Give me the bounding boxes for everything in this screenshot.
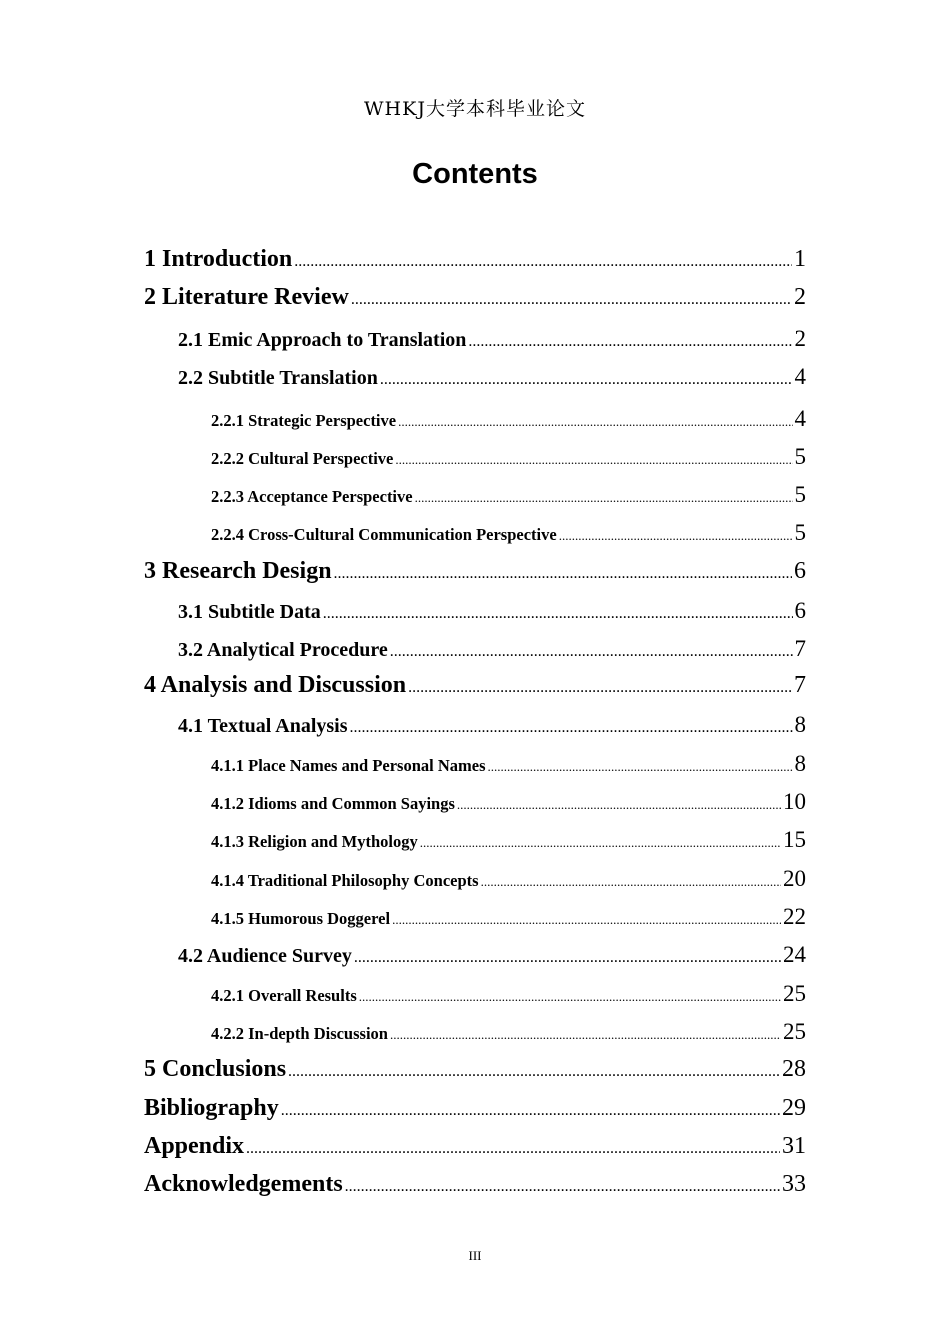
dot-leader [559,528,793,544]
dot-leader [380,371,793,389]
toc-entry-label: Acknowledgements [144,1171,343,1197]
toc-page-number: 20 [783,866,806,891]
toc-entry-label: 3 Research Design [144,558,332,584]
toc-page-number: 25 [783,1019,806,1044]
toc-entry-analytical-procedure[interactable] [144,636,806,662]
toc-entry-analysis-discussion[interactable] [144,672,806,699]
toc-entry-subtitle-translation[interactable] [144,364,806,390]
dot-leader [359,989,781,1005]
toc-entry-humorous-doggerel[interactable] [144,904,806,930]
toc-entry-in-depth-discussion[interactable] [144,1019,806,1045]
dot-leader [354,949,781,967]
toc-page-number: 4 [794,406,806,431]
toc-page-number: 5 [794,520,806,545]
toc-entry-overall-results[interactable] [144,981,806,1007]
toc-page-number: 28 [782,1056,806,1082]
toc-page-number: 7 [794,672,806,698]
dot-leader [281,1102,780,1120]
toc-page-number: 2 [794,284,806,310]
toc-entry-label: Bibliography [144,1095,279,1121]
toc-entry-label: 3.2 Analytical Procedure [178,639,388,661]
toc-entry-label: 4.2 Audience Survey [178,945,352,967]
toc-page-number: 29 [782,1095,806,1121]
dot-leader [350,719,793,737]
toc-page-number: 2 [794,326,806,351]
toc-entry-cross-cultural-perspective[interactable] [144,520,806,546]
dot-leader [323,605,793,623]
toc-entry-religion-mythology[interactable] [144,827,806,853]
toc-entry-label: 1 Introduction [144,246,293,272]
toc-entry-place-names[interactable] [144,751,806,777]
toc-entry-label: 2.2.1 Strategic Perspective [211,411,397,430]
toc-entry-label: 2 Literature Review [144,284,349,310]
toc-entry-label: 4.1.3 Religion and Mythology [211,832,418,851]
toc-entry-strategic-perspective[interactable] [144,406,806,432]
dot-leader [415,490,793,506]
dot-leader [390,1027,781,1043]
dot-leader [395,452,792,468]
toc-entry-literature-review[interactable] [144,284,806,311]
dot-leader [390,643,793,661]
toc-entry-label: 4.1.1 Place Names and Personal Names [211,756,486,775]
toc-entry-conclusions[interactable] [144,1056,806,1083]
toc-entry-philosophy-concepts[interactable] [144,866,806,892]
dot-leader [246,1140,780,1158]
toc-entry-label: 4 Analysis and Discussion [144,672,407,698]
toc-entry-bibliography[interactable] [144,1095,806,1122]
toc-entry-idioms[interactable] [144,789,806,815]
toc-entry-label: 4.1 Textual Analysis [178,715,348,737]
toc-page-number: 4 [794,364,806,389]
toc-entry-label: 4.1.2 Idioms and Common Sayings [211,794,455,813]
toc-page-number: 10 [783,789,806,814]
toc-entry-cultural-perspective[interactable] [144,444,806,470]
toc-entry-research-design[interactable] [144,558,806,585]
dot-leader [392,912,781,928]
toc-page-number: 31 [782,1133,806,1159]
dot-leader [457,797,781,813]
toc-entry-acknowledgements[interactable] [144,1171,806,1198]
dot-leader [468,333,792,351]
toc-entry-label: 5 Conclusions [144,1056,287,1082]
toc-entry-emic-approach[interactable] [144,326,806,352]
toc-page-number: 5 [794,482,806,507]
dot-leader [351,291,792,309]
toc-page-number: 8 [794,751,806,776]
dot-leader [345,1178,780,1196]
page-title: Contents [412,158,538,190]
toc-page-number: 33 [782,1171,806,1197]
toc-entry-label: 4.1.4 Traditional Philosophy Concepts [211,871,479,890]
toc-page-number: 7 [794,636,806,661]
toc-entry-appendix[interactable] [144,1133,806,1160]
page-number-footer: III [468,1248,482,1263]
toc-page-number: 15 [783,827,806,852]
toc-entry-label: 2.2.2 Cultural Perspective [211,449,394,468]
toc-page-number: 1 [794,246,806,272]
dot-leader [481,874,781,890]
toc-page-number: 22 [783,904,806,929]
toc-page-number: 6 [794,558,806,584]
dot-leader [398,414,792,430]
toc-entry-label: 2.2 Subtitle Translation [178,367,378,389]
toc-entry-label: 4.1.5 Humorous Doggerel [211,909,391,928]
toc-page-number: 6 [794,598,806,623]
toc-page-number: 25 [783,981,806,1006]
toc-entry-introduction[interactable] [144,246,806,273]
toc-entry-audience-survey[interactable] [144,942,806,968]
dot-leader [288,1063,780,1081]
toc-entry-label: Appendix [144,1133,245,1159]
toc-entry-subtitle-data[interactable] [144,598,806,624]
dot-leader [420,835,781,851]
toc-entry-label: 2.1 Emic Approach to Translation [178,329,467,351]
toc-entry-label: 3.1 Subtitle Data [178,601,321,623]
toc-entry-label: 2.2.4 Cross-Cultural Communication Perspective [211,525,557,544]
toc-entry-label: 4.2.1 Overall Results [211,986,357,1005]
dot-leader [334,565,792,583]
toc-page-number: 24 [783,942,806,967]
dot-leader [294,253,792,271]
toc-entry-acceptance-perspective[interactable] [144,482,806,508]
toc-entry-textual-analysis[interactable] [144,712,806,738]
running-header: WHKJ大学本科毕业论文 [364,98,586,120]
toc-entry-label: 2.2.3 Acceptance Perspective [211,487,413,506]
toc-entry-label: 4.2.2 In-depth Discussion [211,1024,388,1043]
dot-leader [408,679,792,697]
toc-page-number: 5 [794,444,806,469]
dot-leader [488,759,793,775]
toc-page-number: 8 [794,712,806,737]
